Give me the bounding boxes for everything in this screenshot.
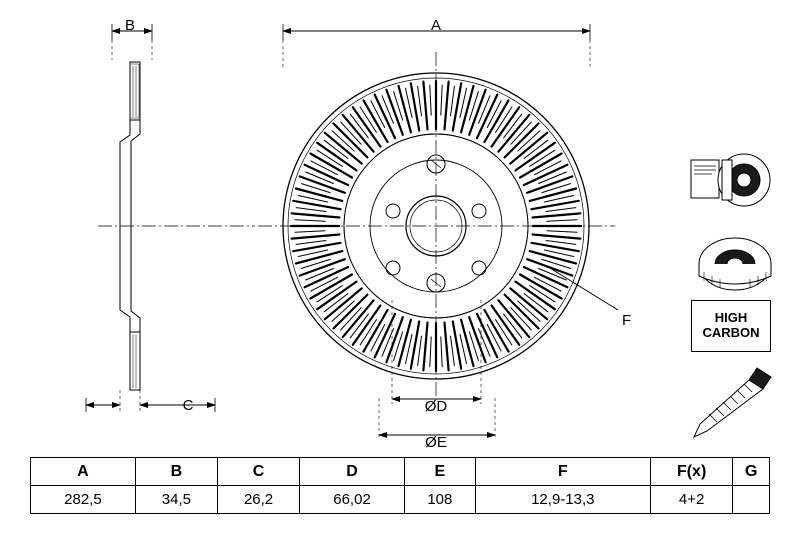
- side-view: [86, 24, 255, 412]
- high-carbon-badge: [691, 300, 771, 352]
- header-Fx: F(x): [650, 458, 732, 486]
- value-D: 66,02: [300, 486, 405, 514]
- high-carbon-line2: CARBON: [702, 325, 760, 340]
- label-F: F: [622, 312, 632, 329]
- value-F: 12,9-13,3: [475, 486, 650, 514]
- header-C: C: [217, 458, 299, 486]
- specification-table: [30, 457, 770, 514]
- header-G: G: [733, 458, 770, 486]
- icon-disc-single: [699, 238, 771, 290]
- table-row: [31, 486, 770, 514]
- header-E: E: [404, 458, 475, 486]
- label-A: A: [430, 17, 442, 34]
- value-A: 282,5: [31, 486, 136, 514]
- value-Fx: 4+2: [650, 486, 732, 514]
- label-diameter-D: ØD: [424, 398, 448, 415]
- header-B: B: [135, 458, 217, 486]
- value-E: 108: [404, 486, 475, 514]
- header-F: F: [475, 458, 650, 486]
- high-carbon-line1: HIGH: [714, 310, 748, 326]
- value-C: 26,2: [217, 486, 299, 514]
- header-A: A: [31, 458, 136, 486]
- front-view: [258, 24, 618, 440]
- label-C: C: [182, 397, 194, 414]
- table-header-row: [31, 458, 770, 486]
- label-diameter-E: ØE: [425, 434, 447, 451]
- icon-disc-pair: [691, 154, 770, 206]
- value-B: 34,5: [135, 486, 217, 514]
- header-D: D: [300, 458, 405, 486]
- label-B: B: [124, 17, 136, 34]
- icon-screw: [694, 368, 771, 437]
- value-G: [733, 486, 770, 514]
